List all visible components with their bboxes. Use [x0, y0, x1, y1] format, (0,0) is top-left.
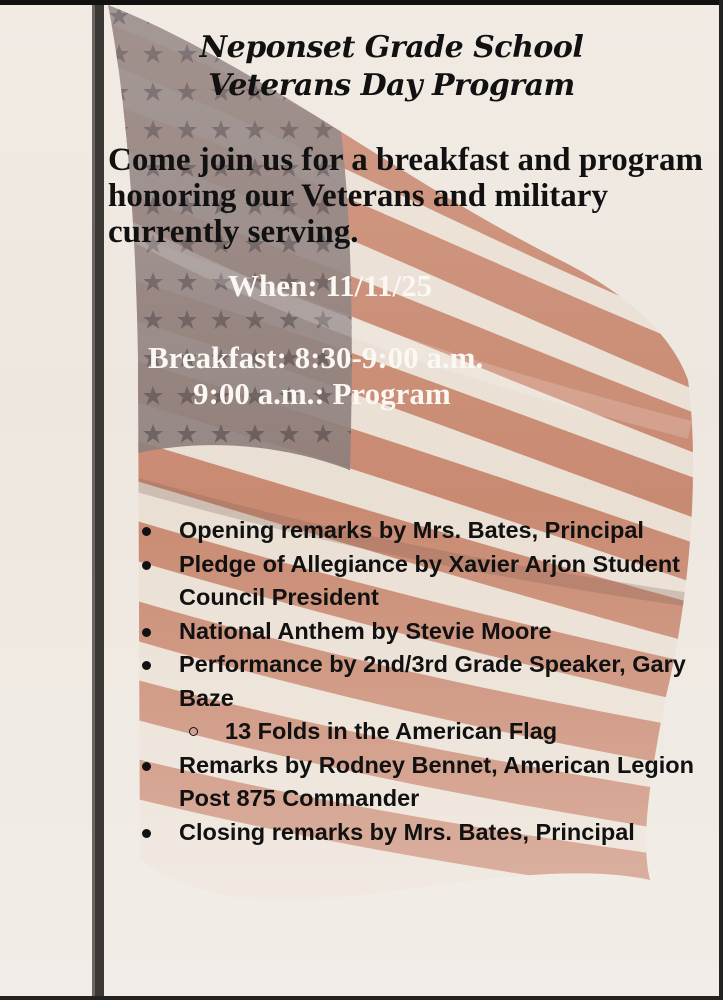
list-item: Opening remarks by Mrs. Bates, Principal — [138, 514, 698, 548]
right-border — [719, 0, 723, 1000]
breakfast-time: Breakfast: 8:30-9:00 a.m. — [148, 340, 484, 375]
bottom-border — [0, 996, 723, 1000]
top-border — [0, 0, 723, 5]
title-school-name: Neponset Grade School — [199, 30, 584, 65]
list-item: Pledge of Allegiance by Xavier Arjon Student Council President — [138, 548, 698, 615]
list-item: National Anthem by Stevie Moore — [138, 615, 698, 649]
invitation-text: Come join us for a breakfast and program honoring our Veterans and military currently serving. — [108, 142, 703, 250]
program-time: 9:00 a.m.: Program — [193, 376, 451, 411]
program-list — [138, 514, 698, 849]
list-item: Remarks by Rodney Bennet, American Legion Post 875 Commander — [138, 749, 698, 816]
list-item: Performance by 2nd/3rd Grade Speaker, Gary Baze — [138, 648, 698, 715]
sub-list-item: 13 Folds in the American Flag — [138, 715, 698, 749]
list-item: Closing remarks by Mrs. Bates, Principal — [138, 816, 698, 850]
event-date: When: 11/11/25 — [228, 268, 433, 303]
title-program-name: Veterans Day Program — [208, 68, 575, 103]
